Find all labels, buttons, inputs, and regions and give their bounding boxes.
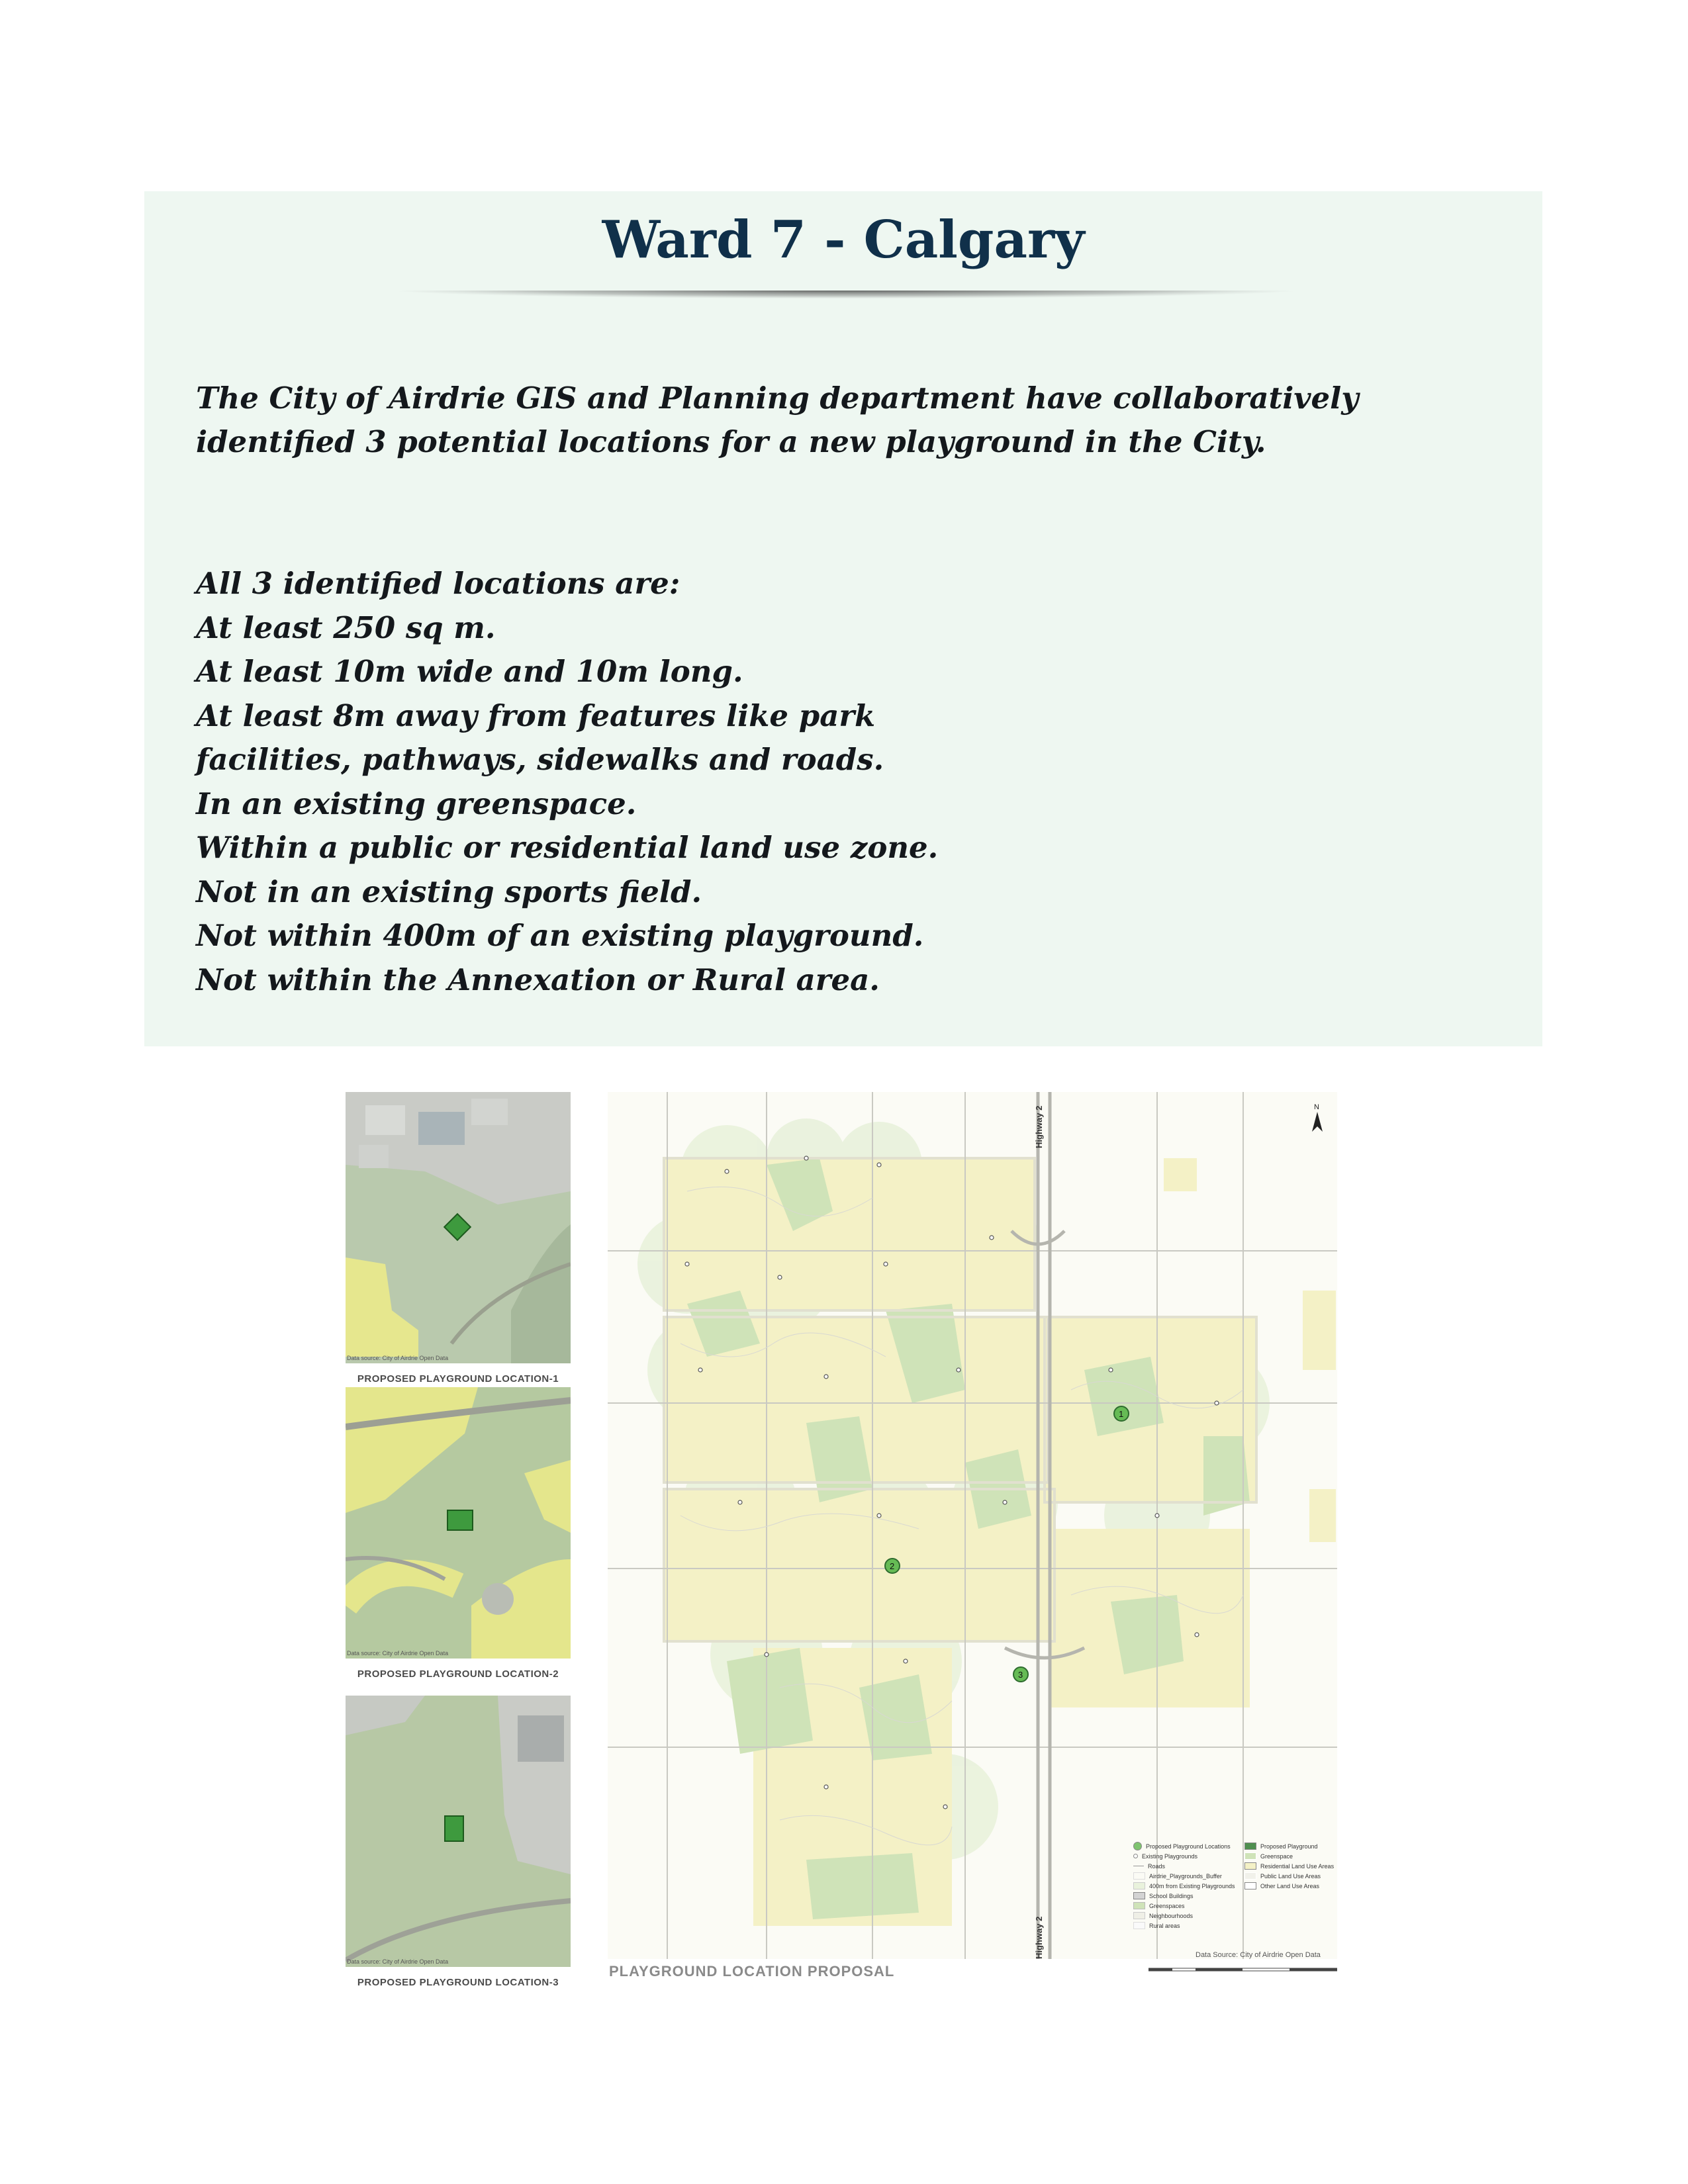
legend-swatch <box>1133 1892 1145 1899</box>
legend-item: Proposed Playground <box>1244 1841 1334 1851</box>
legend-item: 400m from Existing Playgrounds <box>1133 1881 1235 1891</box>
legend-swatch <box>1133 1854 1138 1858</box>
scale-bar <box>1149 1964 1337 1978</box>
inset-source: Data source: City of Airdrie Open Data <box>347 1650 449 1657</box>
inset-caption: PROPOSED PLAYGROUND LOCATION-3 <box>357 1977 559 1988</box>
inset-map-location-1 <box>346 1092 571 1383</box>
legend-item: Existing Playgrounds <box>1133 1851 1235 1861</box>
legend-item: Neighbourhoods <box>1133 1911 1235 1921</box>
legend-item: Roads <box>1133 1861 1235 1871</box>
proposed-marker-3 <box>1013 1667 1028 1682</box>
north-label: N <box>1314 1103 1319 1111</box>
criteria-item: Not within 400m of an existing playground. <box>196 918 924 953</box>
legend-swatch <box>1133 1912 1145 1919</box>
proposed-marker-1 <box>1114 1406 1129 1421</box>
legend-item: Public Land Use Areas <box>1244 1871 1334 1881</box>
inset-map-location-3 <box>346 1696 571 1987</box>
svg-text:1: 1 <box>1119 1409 1124 1419</box>
legend-swatch <box>1133 1902 1145 1909</box>
legend-swatch <box>1133 1922 1145 1929</box>
legend-item: Greenspace <box>1244 1851 1334 1861</box>
proposed-marker-2 <box>885 1559 900 1573</box>
legend-item: Airdrie_Playgrounds_Buffer <box>1133 1871 1235 1881</box>
legend-swatch <box>1133 1842 1142 1850</box>
inset-caption: PROPOSED PLAYGROUND LOCATION-2 <box>357 1668 559 1680</box>
aerial-image-2 <box>346 1387 571 1659</box>
inset-map-location-2 <box>346 1387 571 1678</box>
intro-text: The City of Airdrie GIS and Planning department have collaboratively identified 3 potential locations for a new playground in the City. <box>196 381 1359 459</box>
inset-source: Data source: City of Airdrie Open Data <box>347 1355 449 1361</box>
criteria-item: facilities, pathways, sidewalks and roads. <box>196 742 884 777</box>
main-map-caption: PLAYGROUND LOCATION PROPOSAL <box>609 1963 895 1979</box>
legend-item: School Buildings <box>1133 1891 1235 1901</box>
criteria-item: Within a public or residential land use zone. <box>196 830 939 865</box>
legend-item: Other Land Use Areas <box>1244 1881 1334 1891</box>
legend-swatch <box>1244 1862 1256 1870</box>
info-panel <box>144 191 1542 1046</box>
legend-swatch <box>1244 1843 1256 1850</box>
legend-swatch <box>1244 1882 1256 1889</box>
criteria-item: At least 250 sq m. <box>196 610 496 645</box>
legend-item: Proposed Playground Locations <box>1133 1841 1235 1851</box>
legend-item: Rural areas <box>1133 1921 1235 1931</box>
highway-label-bottom: Highway 2 <box>1034 1916 1044 1959</box>
page-title: Ward 7 - Calgary <box>602 210 1085 270</box>
inset-caption: PROPOSED PLAYGROUND LOCATION-1 <box>357 1373 559 1385</box>
criteria-list <box>196 562 938 1002</box>
legend-swatch <box>1133 1882 1145 1889</box>
svg-text:2: 2 <box>890 1561 895 1571</box>
legend-swatch <box>1244 1872 1256 1880</box>
criteria-item: In an existing greenspace. <box>196 786 637 821</box>
svg-text:3: 3 <box>1018 1670 1023 1680</box>
criteria-item: At least 8m away from features like park <box>196 698 876 733</box>
aerial-image-3 <box>346 1696 571 1967</box>
criteria-heading: All 3 identified locations are: <box>196 566 680 601</box>
legend-item: Residential Land Use Areas <box>1244 1861 1334 1871</box>
criteria-item: Not within the Annexation or Rural area. <box>196 962 880 997</box>
legend-item: Greenspaces <box>1133 1901 1235 1911</box>
main-map <box>608 1092 1337 1959</box>
legend-swatch <box>1133 1872 1145 1880</box>
inset-source: Data source: City of Airdrie Open Data <box>347 1958 449 1965</box>
highway-label-top: Highway 2 <box>1034 1105 1044 1148</box>
legend-swatch <box>1244 1852 1256 1860</box>
aerial-image-1 <box>346 1092 571 1363</box>
title-divider <box>386 291 1306 306</box>
criteria-item: Not in an existing sports field. <box>196 874 702 909</box>
main-map-source: Data Source: City of Airdrie Open Data <box>1196 1951 1321 1959</box>
criteria-item: At least 10m wide and 10m long. <box>196 654 743 689</box>
